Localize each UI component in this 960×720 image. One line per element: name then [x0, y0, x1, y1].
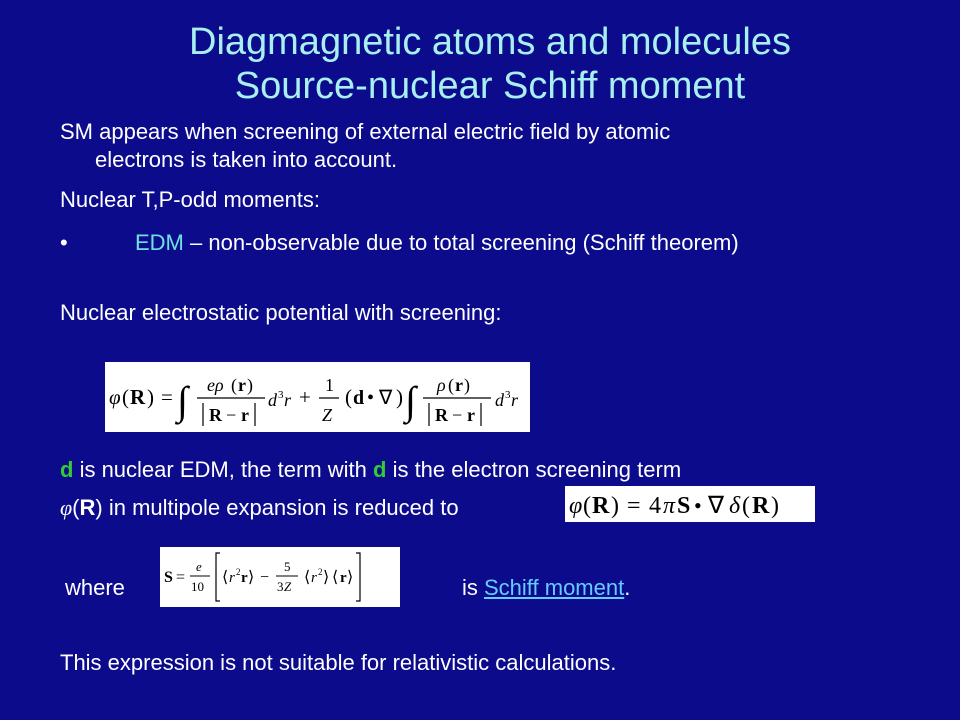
d-symbol-2: d — [373, 457, 387, 482]
svg-text:•: • — [367, 387, 375, 409]
svg-text:−: − — [226, 405, 237, 425]
intro-line-1: SM appears when screening of external electric field by atomic — [60, 119, 671, 144]
is-label: is — [462, 575, 484, 600]
potential-formula-image — [105, 362, 530, 432]
svg-text:e: e — [196, 559, 202, 574]
svg-text:r: r — [229, 570, 235, 586]
svg-text:): ) — [611, 493, 619, 519]
edm-screening-text-1: is nuclear EDM, the term with — [73, 457, 373, 482]
nuclear-moments-heading: Nuclear T,P-odd moments: — [60, 187, 321, 212]
bullet-edm — [60, 228, 739, 258]
svg-text:π: π — [663, 493, 676, 519]
svg-text:⟨: ⟨ — [222, 569, 229, 586]
svg-text:d: d — [353, 387, 365, 409]
svg-text:r: r — [241, 570, 248, 586]
edm-screening-line — [60, 455, 681, 485]
svg-text:): ) — [464, 375, 470, 395]
intro-line-2: electrons is taken into account. — [95, 147, 398, 172]
svg-text:(: ( — [122, 385, 129, 409]
svg-text:): ) — [396, 385, 403, 409]
potential-heading: Nuclear electrostatic potential with screening: — [60, 300, 502, 325]
schiff-formula — [160, 547, 400, 607]
svg-text:=: = — [176, 569, 186, 586]
svg-text:−: − — [260, 569, 270, 586]
svg-text:⟨: ⟨ — [304, 569, 311, 586]
svg-text:⟩: ⟩ — [323, 569, 330, 586]
svg-text:d: d — [495, 390, 504, 410]
relativistic-note: This expression is not suitable for relativistic calculations. — [60, 650, 617, 675]
svg-text:5: 5 — [284, 559, 291, 574]
svg-text:⟩: ⟩ — [248, 569, 255, 586]
potential-formula — [105, 362, 530, 432]
svg-text:eρ: eρ — [207, 375, 224, 395]
schiff-moment-line — [462, 573, 630, 603]
svg-text:): ) — [247, 375, 253, 395]
svg-text:⟨: ⟨ — [332, 569, 339, 586]
svg-text:(: ( — [742, 493, 750, 519]
R-symbol: R — [79, 495, 96, 520]
svg-text:r: r — [340, 570, 347, 586]
svg-text:∇: ∇ — [379, 387, 393, 409]
svg-text:): ) — [147, 385, 154, 409]
svg-text:3: 3 — [505, 389, 511, 401]
edm-screening-text-2: is the electron screening term — [386, 457, 682, 482]
svg-text:S: S — [164, 569, 173, 586]
svg-text:=: = — [161, 385, 173, 409]
slide-title — [0, 20, 960, 108]
svg-text:(: ( — [583, 493, 591, 519]
phi-symbol: φ — [60, 495, 73, 520]
svg-text:R: R — [130, 385, 146, 409]
svg-text:(: ( — [345, 385, 352, 409]
svg-text:∫: ∫ — [177, 378, 188, 423]
svg-text:2: 2 — [236, 567, 241, 577]
svg-text:4: 4 — [649, 493, 661, 519]
svg-text:φ: φ — [109, 385, 121, 409]
svg-text:3: 3 — [278, 389, 284, 401]
svg-text:d: d — [268, 390, 277, 410]
svg-text:R: R — [592, 493, 610, 519]
d-symbol-1: d — [60, 457, 74, 482]
reduced-formula-image — [565, 486, 815, 522]
reduced-formula — [565, 486, 815, 522]
multipole-line — [60, 493, 459, 523]
svg-text:R: R — [435, 405, 448, 425]
svg-text:ρ: ρ — [437, 375, 446, 395]
svg-text:r: r — [511, 390, 519, 410]
svg-text:R: R — [752, 493, 770, 519]
svg-text:+: + — [299, 385, 311, 409]
where-label: where — [65, 575, 125, 600]
edm-term: EDM — [135, 230, 184, 255]
svg-text:Z: Z — [284, 579, 292, 594]
multipole-open: ( — [72, 495, 80, 520]
bullet-symbol: • — [60, 230, 68, 255]
svg-text:=: = — [627, 493, 641, 519]
svg-text:r: r — [241, 405, 249, 425]
svg-text:S: S — [677, 493, 691, 519]
svg-text:1: 1 — [325, 375, 334, 395]
schiff-moment-link[interactable]: Schiff moment — [484, 575, 625, 600]
svg-text:•: • — [694, 493, 702, 518]
svg-text:): ) — [771, 493, 779, 519]
svg-text:∫: ∫ — [405, 378, 416, 423]
svg-text:10: 10 — [191, 579, 204, 594]
svg-text:−: − — [452, 405, 463, 425]
svg-text:r: r — [311, 570, 317, 586]
svg-text:⟩: ⟩ — [347, 569, 354, 586]
svg-text:r: r — [284, 390, 292, 410]
title-line-1: Diagmagnetic atoms and molecules — [189, 21, 791, 63]
multipole-text: ) in multipole expansion is reduced to — [95, 495, 459, 520]
schiff-period: . — [624, 575, 631, 600]
svg-text:r: r — [238, 375, 246, 395]
svg-text:r: r — [467, 405, 475, 425]
svg-text:r: r — [455, 375, 463, 395]
svg-text:φ: φ — [569, 493, 583, 519]
svg-text:(: ( — [448, 375, 454, 395]
svg-text:2: 2 — [318, 567, 323, 577]
svg-text:δ: δ — [729, 493, 741, 519]
svg-text:3: 3 — [277, 579, 284, 594]
svg-text:∇: ∇ — [708, 493, 725, 519]
edm-description: – non-observable due to total screening (Schiff theorem) — [183, 230, 739, 255]
title-line-2: Source-nuclear Schiff moment — [234, 65, 746, 107]
svg-text:Z: Z — [322, 405, 333, 425]
svg-text:(: ( — [231, 375, 237, 395]
svg-text:R: R — [209, 405, 222, 425]
schiff-formula-image — [160, 547, 400, 607]
